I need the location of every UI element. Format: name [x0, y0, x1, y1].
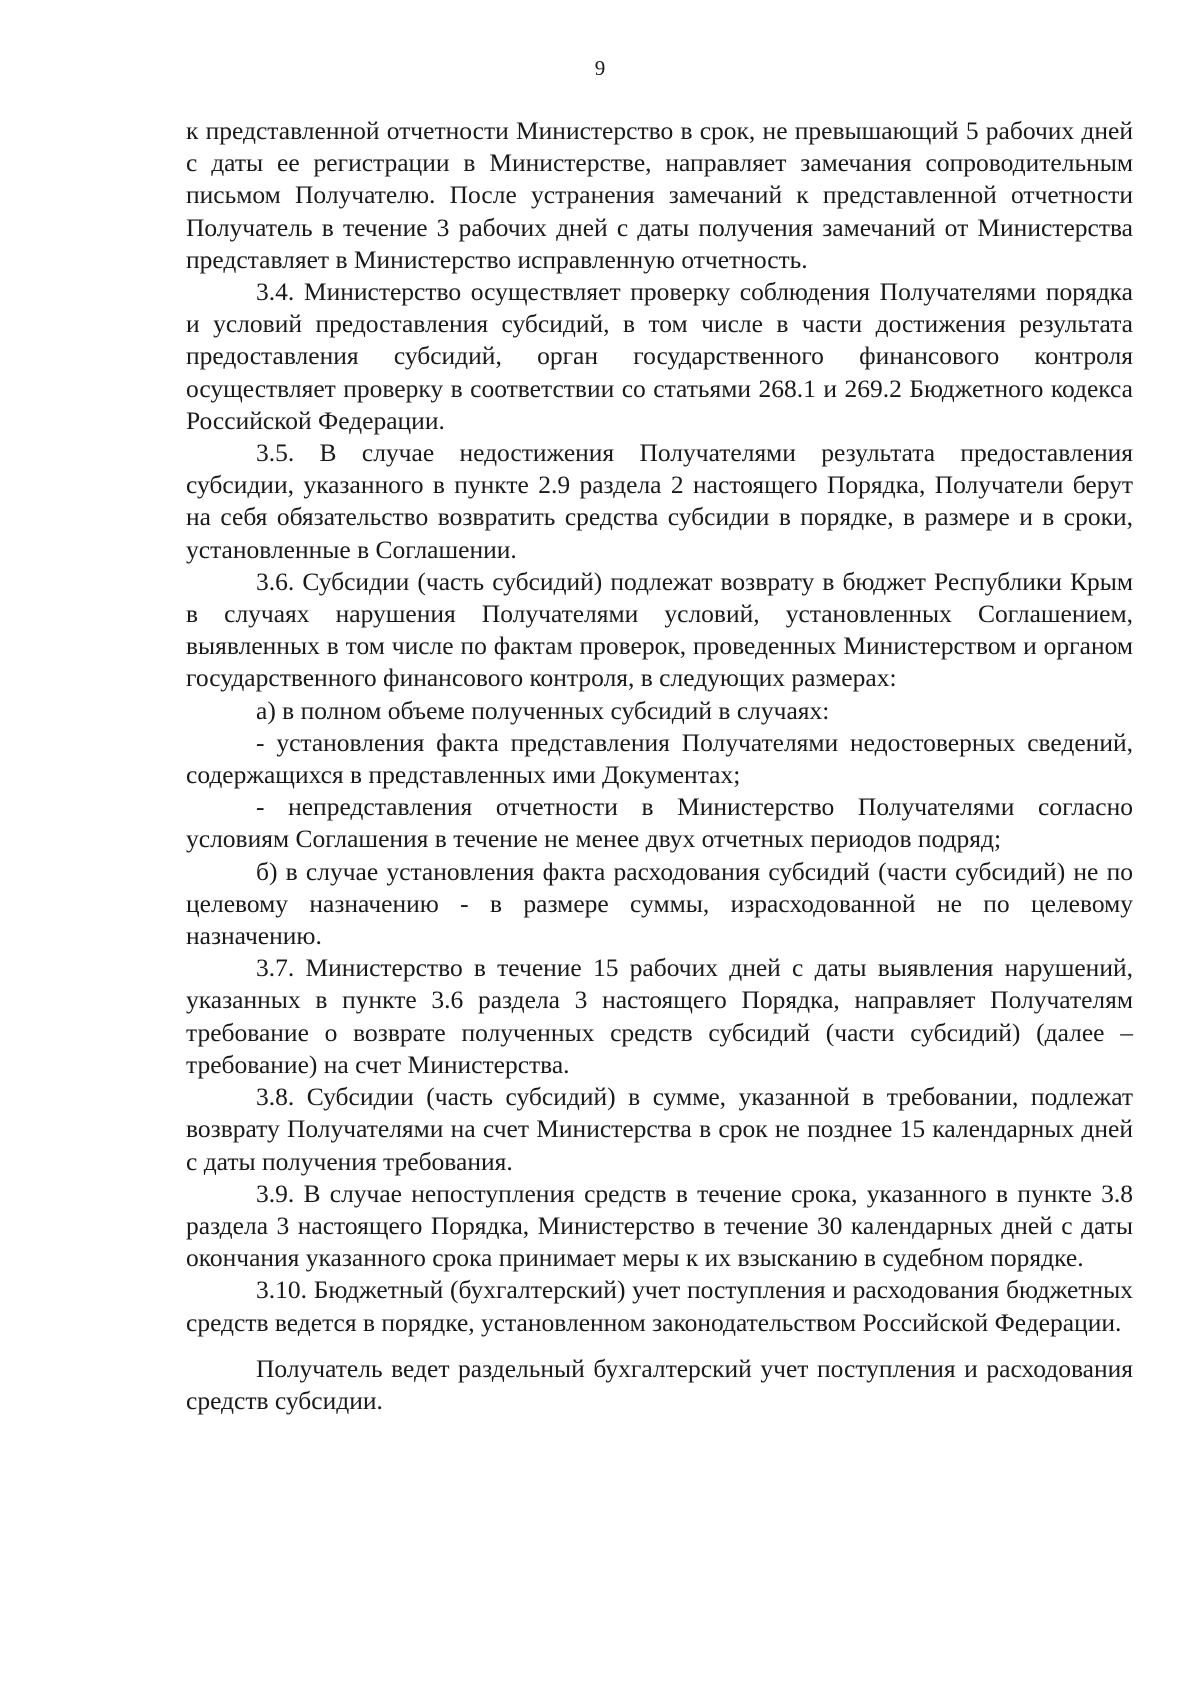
paragraph-3-7: 3.7. Министерство в течение 15 рабочих дней с даты выявления нарушений, указанных в пункте 3.6 раздела 3 настоящего Порядка, направляет Получателям требование о возврате полученных средств субсидий (части субсидий) (далее – требование) на счет Министерства.: [186, 953, 1133, 1079]
paragraph-3-6-a: а) в полном объеме полученных субсидий в случаях:: [256, 695, 830, 725]
paragraph-3-6-a-item-2: - непредставления отчетности в Министерство Получателями согласно условиям Соглашения в течение не менее двух отчетных периодов подряд;: [186, 792, 1133, 854]
paragraph-continuation: к представленной отчетности Министерство в срок, не превышающий 5 рабочих дней с даты ее регистрации в Министерстве, направляет замечания сопроводительным письмом Получателю. После устранения замечаний к представленной отчетности Получатель в течение 3 рабочих дней с даты получения замечаний от Министерства представляет в Министерство исправленную отчетность.: [186, 116, 1133, 274]
paragraph-3-6: 3.6. Субсидии (часть субсидий) подлежат возврату в бюджет Республики Крым в случаях нарушения Получателями условий, установленных Соглашением, выявленных в том числе по фактам проверок, проведенных Министерством и органом государственного финансового контроля, в следующих размерах:: [186, 566, 1133, 693]
paragraph-3-4: 3.4. Министерство осуществляет проверку соблюдения Получателями порядка и условий предоставления субсидий, в том числе в части достижения результата предоставления субсидий, орган государственного финансового контроля осуществляет проверку в соответствии со статьями 268.1 и 269.2 Бюджетного кодекса Российской Федерации.: [186, 277, 1133, 435]
paragraph-3-6-b: б) в случае установления факта расходования субсидий (части субсидий) не по целевому назначению - в размере суммы, израсходованной не по целевому назначению.: [186, 856, 1133, 951]
paragraph-3-6-a-item-1: - установления факта представления Получателями недостоверных сведений, содержащихся в представленных ими Документах;: [186, 727, 1133, 790]
document-body: [186, 115, 1133, 1417]
paragraph-3-8: 3.8. Субсидии (часть субсидий) в сумме, указанной в требовании, подлежат возврату Получателями на счет Министерства в срок не позднее 15 календарных дней с даты получения требования.: [186, 1082, 1133, 1176]
paragraph-3-5: 3.5. В случае недостижения Получателями результата предоставления субсидии, указанного в пункте 2.9 раздела 2 настоящего Порядка, Получатели берут на себя обязательство возвратить средства субсидии в порядке, в размере и в сроки, установленные в Соглашении.: [186, 438, 1133, 564]
paragraph-3-10: 3.10. Бюджетный (бухгалтерский) учет поступления и расходования бюджетных средств ведется в порядке, установленном законодательством Российской Федерации.: [186, 1275, 1133, 1337]
paragraph-3-9: 3.9. В случае непоступления средств в течение срока, указанного в пункте 3.8 раздела 3 настоящего Порядка, Министерство в течение 30 календарных дней с даты окончания указанного срока принимает меры к их взысканию в судебном порядке.: [186, 1178, 1133, 1273]
paragraph-separate-accounting: Получатель ведет раздельный бухгалтерский учет поступления и расходования средств субсидии.: [186, 1353, 1133, 1415]
page-number: 9: [594, 56, 606, 80]
